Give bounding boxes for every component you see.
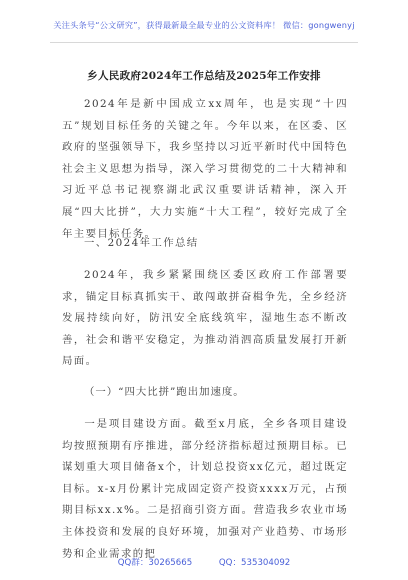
document-title: 乡人民政府2024年工作总结及2025年工作安排 [87, 70, 321, 82]
intro-paragraph-text: 2024年是新中国成立xx周年，也是实现“十四五”规划目标任务的关键之年。今年以来，在区委、区政府的坚强领导下，我乡坚持以习近平新时代中国特色社会主义思想为指导，深入学习贯彻党的二十大精神和习近平总书记视察湖北武汉重要讲话精神，深入开展“四大比拼”，大力实施“十大工程”，较好完成了全年主要目标任务。 [62, 98, 348, 240]
footer-qq-group: QQ群：30265665 [117, 558, 193, 568]
subsection-paragraph-text: 一是项目建设方面。截至x月底，全乡各项目建设均按照预期有序推进，部分经济指标超过预期目标。已谋划重大项目储备x个，计划总投资xx亿元，超过既定目标。x-x月份累计完成固定资产投资xxxx万元，占预期目标xx.x%。二是招商引资方面。营造我乡农业市场主体投资和发展的良好环境，加强对产业趋势、市场形势和企业需求的把 [62, 418, 348, 560]
footer-qq: QQ：535304092 [218, 558, 291, 568]
section-heading: 一、2024年工作总结 [84, 237, 199, 249]
subsection-paragraph [62, 414, 348, 565]
intro-paragraph [62, 94, 348, 245]
footer-contact [0, 556, 408, 568]
header-banner: 关注头条号“公文研究”，获得最新最全最专业的公文资料库！ 微信：gongwenyj [53, 20, 355, 30]
subsection-heading: （一）“四大比拼”跑出加速度。 [84, 386, 245, 398]
header-divider [50, 42, 358, 43]
section-paragraph [62, 265, 348, 373]
section-paragraph-text: 2024年，我乡紧紧围绕区委区政府工作部署要求，锚定目标真抓实干、敢闯敢拼奋楫争先，全乡经济发展持续向好，防汛安全底线筑牢，湿地生态不断改善，社会和谐平安稳定，为推动消泗高质量发展打开新局面。 [62, 269, 348, 368]
